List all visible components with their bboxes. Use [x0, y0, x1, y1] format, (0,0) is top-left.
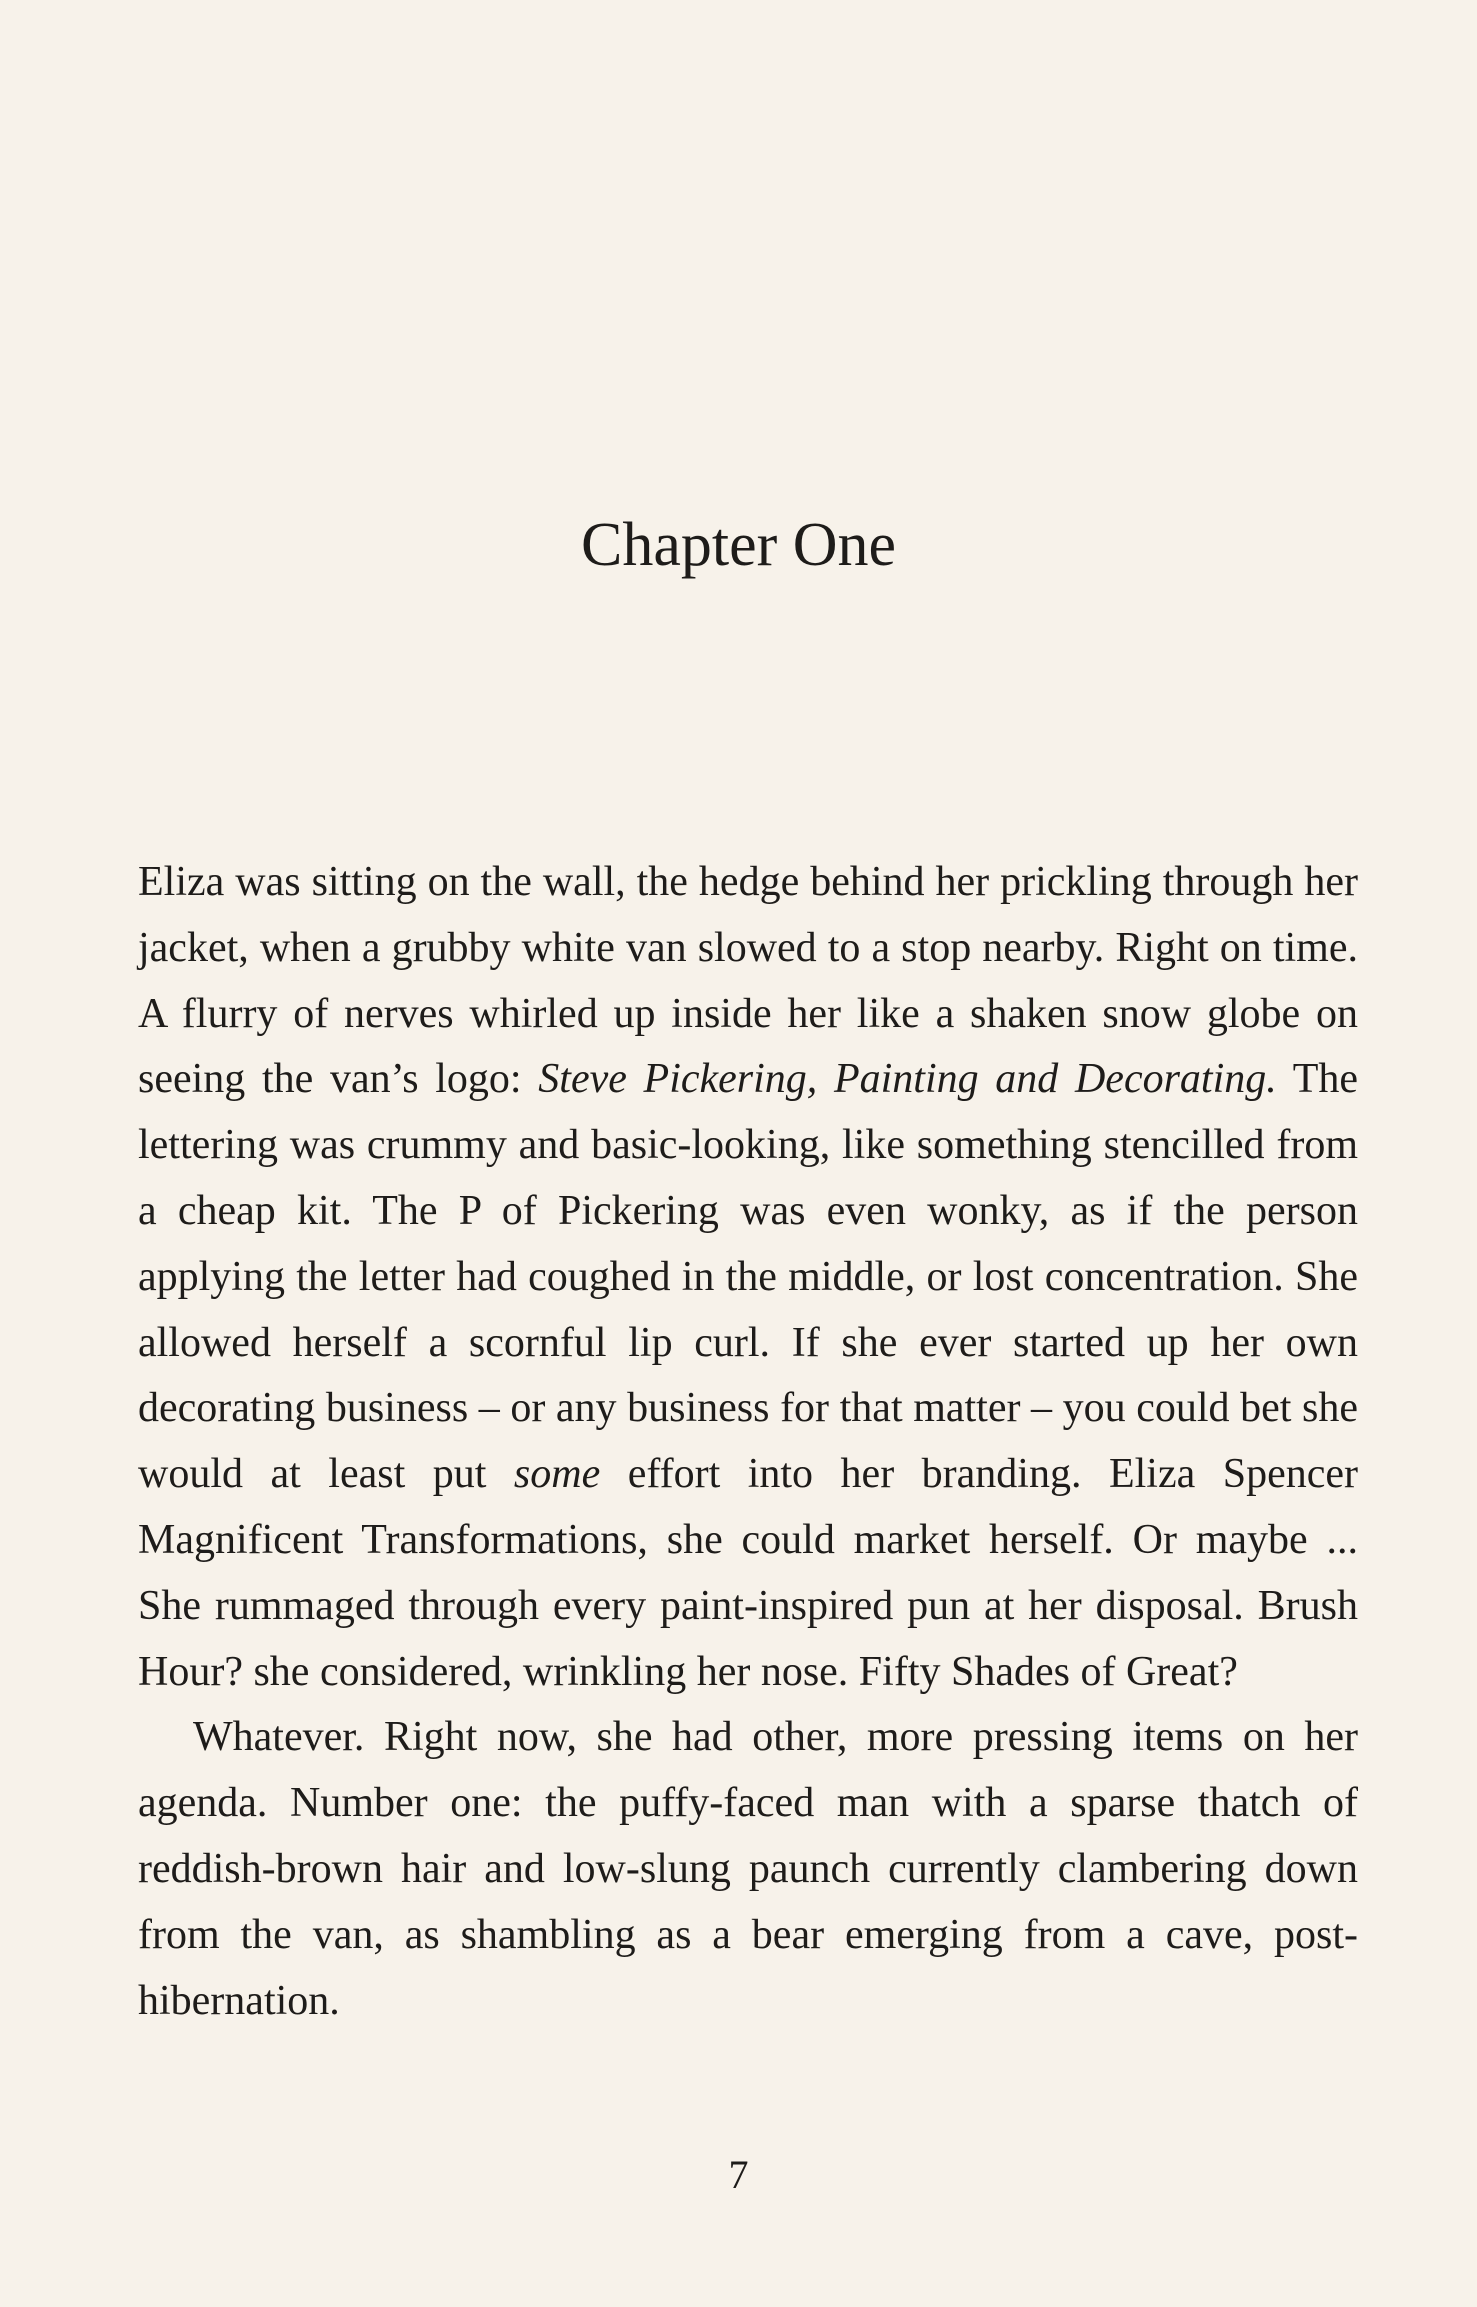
paragraph: [138, 1705, 1358, 2034]
text-run: Eliza was sitting on the wall, the hedge behind her prickling through her jacket, when a grubby white van slowed to a stop nearby. Right on time. A flurry of nerves whirled up inside her like a shaken snow globe on seeing the van’s logo:: [138, 859, 1358, 1103]
text-run: The lettering was crummy and basic-looking, like something stencilled from a cheap kit. The P of Pickering was even wonky, as if the person applying the letter had coughed in the middle, or lost concentration. She allowed herself a scornful lip curl. If she ever started up her own decorating business – or any business for that matter – you could bet she would at least put: [138, 1056, 1358, 1498]
chapter-title: Chapter One: [580, 511, 897, 579]
text-run: effort into her branding. Eliza Spencer Magnificent Transformations, she could market herself. Or maybe ... She rummaged through every paint-inspired pun at her disposal. Brush Hour? she considered, wrinkling her nose. Fifty Shades of Great?: [138, 1451, 1358, 1695]
text-run: Whatever. Right now, she had other, more pressing items on her agenda. Number one: the puffy-faced man with a sparse thatch of reddish-brown hair and low-slung paunch currently clambering down from the van, as shambling as a bear emerging from a cave, post-hibernation.: [138, 1714, 1358, 2024]
page-number: 7: [728, 2152, 749, 2197]
text-run-italic: some: [513, 1451, 601, 1498]
text-run-italic: Steve Pickering, Painting and Decorating.: [538, 1056, 1277, 1103]
body-text: [138, 850, 1358, 2034]
paragraph: [138, 850, 1358, 1705]
